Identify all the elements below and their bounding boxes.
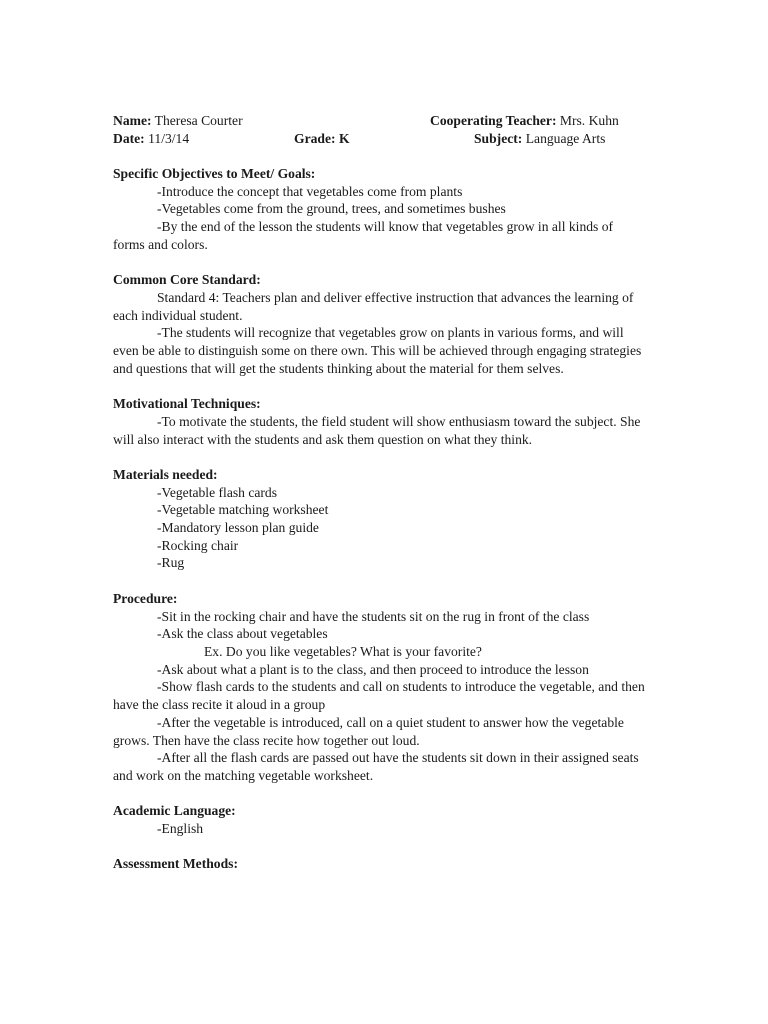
- procedure-step: -Ask about what a plant is to the class, and then proceed to introduce the lesson: [157, 661, 589, 677]
- procedure-example: Ex. Do you like vegetables? What is your favorite?: [204, 643, 482, 659]
- date-field: [113, 130, 189, 148]
- assessment-heading: Assessment Methods:: [113, 856, 238, 872]
- grade-field: [294, 130, 350, 148]
- motivation-heading: Motivational Techniques:: [113, 396, 261, 412]
- lesson-plan: [113, 112, 648, 873]
- standard-paragraph: -The students will recognize that vegetables grow on plants in various forms, and will even be able to distinguish some on there own. This will be achieved through engaging strategies and questions that will get the students thinking about the material for them selves.: [113, 325, 642, 376]
- motivation-section: [113, 395, 648, 448]
- objective-item: -By the end of the lesson the students will know that vegetables grow in all kinds of forms and colors.: [113, 219, 614, 252]
- objective-item: -Vegetables come from the ground, trees, and sometimes bushes: [157, 201, 506, 217]
- material-item: -Rug: [157, 555, 185, 571]
- procedure-step: -After all the flash cards are passed out have the students sit down in their assigned seats and work on the matching vegetable worksheet.: [113, 750, 639, 783]
- header-row-2: [113, 130, 648, 148]
- academic-language-section: [113, 802, 648, 837]
- material-item: -Rocking chair: [157, 537, 239, 553]
- objectives-heading: Specific Objectives to Meet/ Goals:: [113, 166, 316, 182]
- subject-label: Subject:: [474, 130, 523, 146]
- name-field: [113, 112, 243, 130]
- standard-paragraph: Standard 4: Teachers plan and deliver effective instruction that advances the learning of each individual student.: [113, 289, 634, 323]
- procedure-section: [113, 590, 648, 785]
- objectives-section: [113, 165, 648, 254]
- date-value: 11/3/14: [148, 130, 190, 146]
- procedure-step: -Ask the class about vegetables: [157, 626, 328, 642]
- academic-language-item: -English: [157, 821, 204, 836]
- procedure-heading: Procedure:: [113, 590, 178, 606]
- teacher-label: Cooperating Teacher:: [430, 113, 557, 128]
- name-value: Theresa Courter: [154, 113, 243, 128]
- standard-heading: Common Core Standard:: [113, 272, 261, 288]
- academic-language-heading: Academic Language:: [113, 803, 236, 819]
- grade-value: K: [338, 130, 350, 146]
- material-item: -Vegetable flash cards: [157, 484, 278, 500]
- subject-field: [474, 130, 605, 148]
- assessment-section: [113, 855, 648, 873]
- materials-section: [113, 466, 648, 572]
- objective-item: -Introduce the concept that vegetables come from plants: [157, 183, 463, 199]
- materials-heading: Materials needed:: [113, 466, 218, 482]
- procedure-step: -Sit in the rocking chair and have the students sit on the rug in front of the class: [157, 608, 590, 624]
- grade-label: Grade:: [294, 130, 336, 146]
- teacher-value: Mrs. Kuhn: [559, 113, 619, 128]
- procedure-step: -After the vegetable is introduced, call on a quiet student to answer how the vegetable grows. Then have the class recite how together out loud.: [113, 714, 624, 748]
- subject-value: Language Arts: [525, 130, 606, 146]
- motivation-text: -To motivate the students, the field student will show enthusiasm toward the subject. She will also interact with the students and ask them question on what they think.: [113, 413, 641, 447]
- material-item: -Vegetable matching worksheet: [157, 502, 329, 518]
- date-label: Date:: [113, 130, 145, 146]
- teacher-field: [430, 112, 619, 130]
- standard-section: [113, 271, 648, 377]
- material-item: -Mandatory lesson plan guide: [157, 520, 319, 536]
- header-row-1: [113, 112, 648, 130]
- procedure-step: -Show flash cards to the students and call on students to introduce the vegetable, and then have the class recite it aloud in a group: [113, 679, 645, 713]
- name-label: Name:: [113, 113, 152, 128]
